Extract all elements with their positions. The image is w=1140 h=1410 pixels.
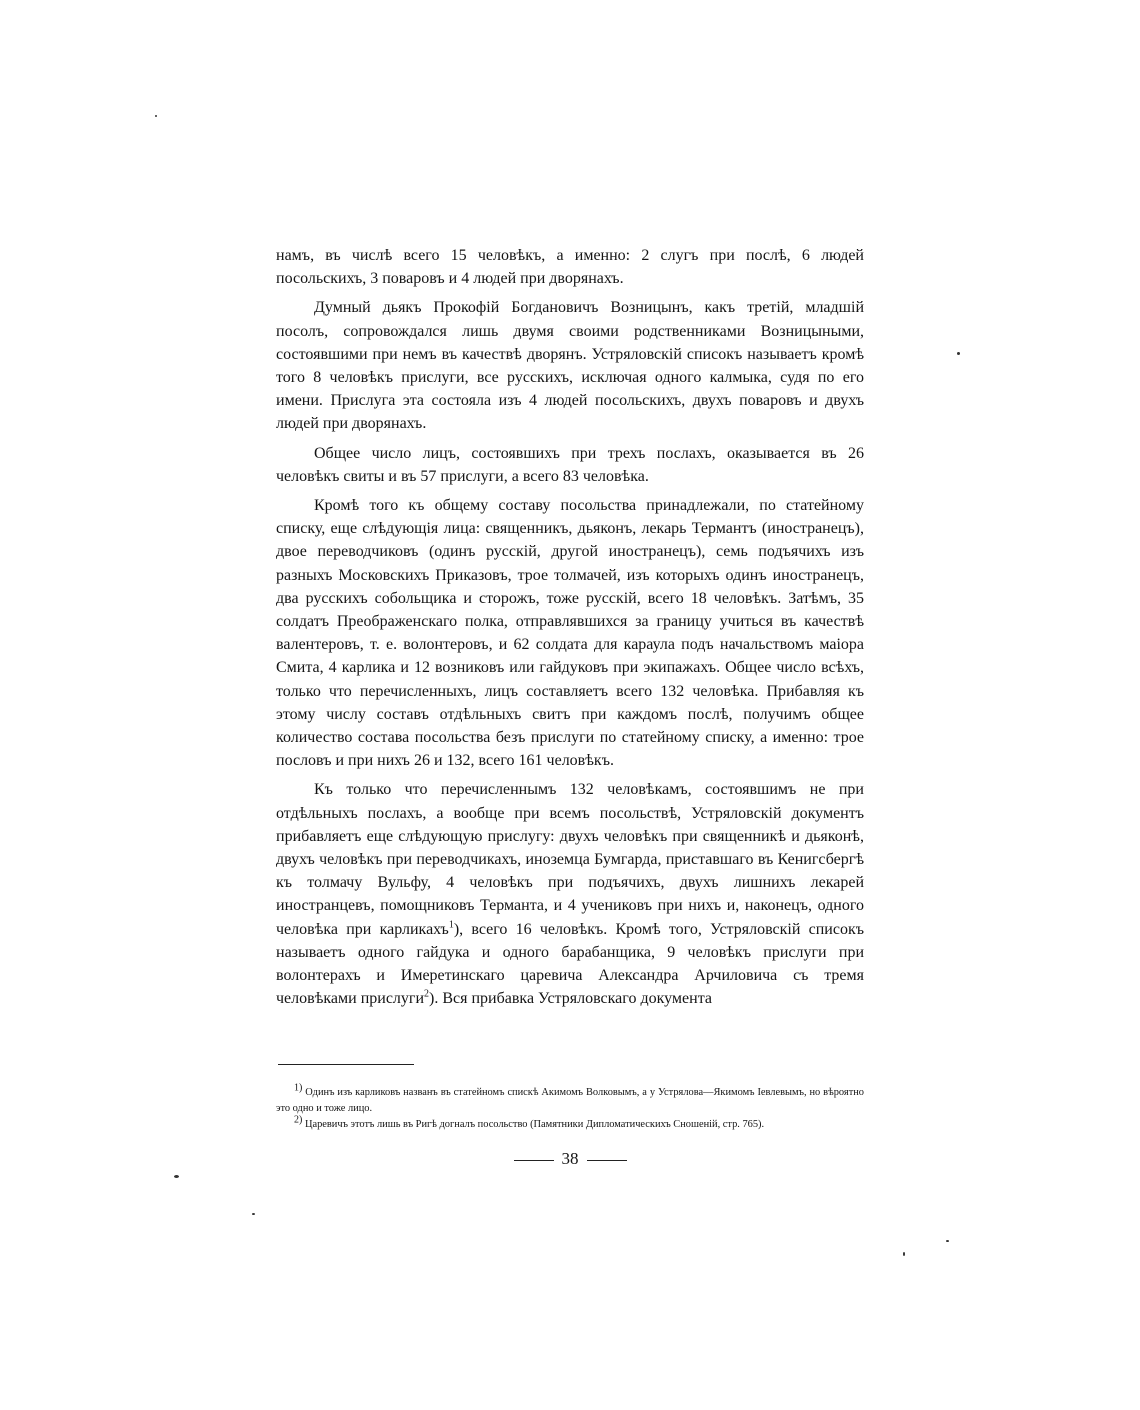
paragraph-4: Кромѣ того къ общему составу посольства принадлежали, по статейному списку, еще слѣдующія лица: священникъ, дьяконъ, лекарь Термантъ (иностранецъ), двое переводчиковъ (одинъ русскій, другой иностранецъ), семь подъячихъ изъ разныхъ Московскихъ Приказовъ, трое толмачей, изъ которыхъ одинъ иностранецъ, два русскихъ собольщика и сторожъ, тоже русскій, всего 18 человѣкъ. Затѣмъ, 35 солдатъ Преображенскаго полка, отправлявшихся за границу учиться въ качествѣ валентеровъ, т. е. волонтеровъ, и 62 солдата для караула подъ начальствомъ маіора Смита, 4 карлика и 12 возниковъ или гайдуковъ при экипажахъ. Общее число всѣхъ, только что перечисленныхъ, лицъ составляетъ всего 132 человѣка. Прибавляя къ этому числу составъ отдѣльныхъ свитъ при каждомъ послѣ, получимъ общее количество состава посольства безъ прислуги по статейному списку, а именно: трое пословъ и при нихъ 26 и 132, всего 161 человѣкъ. bbox=[276, 497, 864, 770]
footnote-ref-1: 1 bbox=[448, 919, 454, 931]
page-number bbox=[0, 1149, 1140, 1169]
footnote-2-text: Царевичъ этотъ лишь въ Ригѣ догналъ посольство (Памятники Дипломатическихъ Сношеній, стр. 765). bbox=[304, 1119, 765, 1130]
paragraph-5-part-1: Къ только что перечисленнымъ 132 человѣкамъ, состоявшимъ не при отдѣльныхъ послахъ, а вообще при всемъ посольствѣ, Устряловскій документъ прибавляетъ еще слѣдующую прислугу: двухъ человѣкъ при священникѣ и дьяконѣ, двухъ человѣкъ при переводчикахъ, иноземца Бумгарда, приставшаго въ Кенигсбергѣ къ толмачу Вульфу, 4 человѣкъ при подъячихъ, двухъ лишнихъ лекарей иностранцевъ, помощниковъ Терманта, и 4 учениковъ при нихъ и, наконецъ, одного человѣка при карликахъ bbox=[276, 781, 864, 938]
footnote-ref-2: 2 bbox=[424, 988, 430, 1000]
footnotes bbox=[276, 1082, 864, 1134]
paragraph-5-part-2: ), всего 16 человѣкъ. Кромѣ того, Устряловскій списокъ называетъ одного гайдука и одного барабанщика, 9 человѣкъ прислуги при волонтерахъ и Имеретинскаго царевича Александра Арчиловича съ тремя человѣками прислуги bbox=[276, 920, 865, 1008]
page-number-dash-left bbox=[514, 1160, 554, 1161]
page-number-value: 38 bbox=[561, 1149, 579, 1168]
scan-speck bbox=[155, 115, 157, 117]
scan-speck bbox=[957, 352, 960, 355]
paragraph-2: Думный дьякъ Прокофій Богдановичъ Возницынъ, какъ третій, младшій посолъ, сопровождался лишь двумя своими родственниками Возницыными, состоявшими при немъ въ качествѣ дворянъ. Устряловскій списокъ называетъ кромѣ того 8 человѣкъ прислуги, все русскихъ, исключая одного калмыка, судя по его имени. Прислуга эта состояла изъ 4 людей посольскихъ, двухъ поваровъ и двухъ людей при дворянахъ. bbox=[276, 299, 864, 433]
footnote-1-mark: 1) bbox=[294, 1082, 303, 1094]
footnote-2-mark: 2) bbox=[294, 1114, 303, 1126]
page-number-dash-right bbox=[587, 1160, 627, 1161]
scan-speck bbox=[174, 1175, 179, 1178]
scan-speck bbox=[946, 1240, 949, 1242]
paragraph-3: Общее число лицъ, состоявшихъ при трехъ послахъ, оказывается въ 26 человѣкъ свиты и въ 57 прислуги, а всего 83 человѣка. bbox=[276, 444, 864, 485]
scan-speck bbox=[252, 1213, 255, 1215]
paragraph-1: намъ, въ числѣ всего 15 человѣкъ, а именно: 2 слугъ при послѣ, 6 людей посольскихъ, 3 поваровъ и 4 людей при дворянахъ. bbox=[276, 247, 864, 288]
scan-speck bbox=[903, 1252, 905, 1256]
footnote-1 bbox=[276, 1082, 864, 1116]
footnote-1-text: Одинъ изъ карликовъ названъ въ статейномъ спискѣ Акимомъ Волковымъ, а у Устрялова—Якимомъ Іевлевымъ, но вѣроятно это одно и тоже лицо. bbox=[276, 1087, 864, 1114]
footnote-divider bbox=[278, 1064, 414, 1065]
footnote-2 bbox=[276, 1114, 864, 1133]
paragraph-5-part-3: ). Вся прибавка Устряловскаго документа bbox=[429, 990, 712, 1008]
main-text bbox=[276, 244, 864, 1017]
paragraph-5 bbox=[276, 778, 864, 1010]
